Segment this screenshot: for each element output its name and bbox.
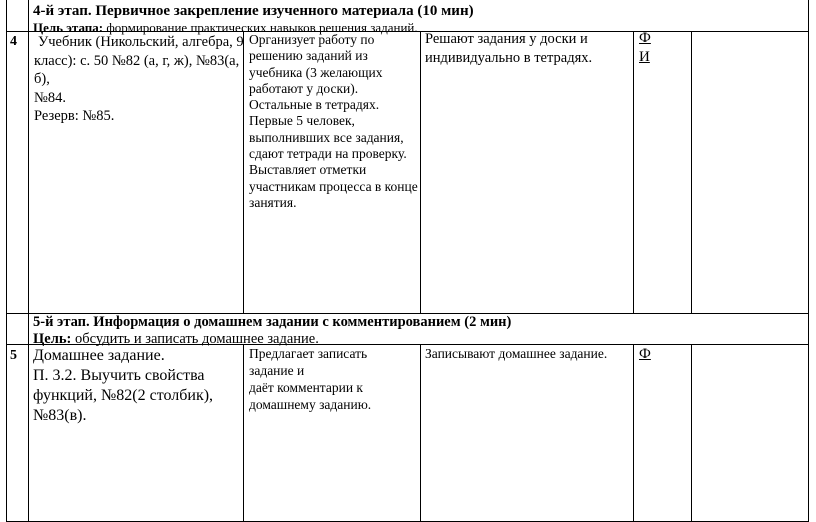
stage4-title: 4-й этап. Первичное закрепление изученного материала (10 мин): [33, 3, 474, 19]
form-line: И: [639, 49, 650, 65]
content-line: Резерв: №85.: [34, 108, 115, 124]
column-divider: [28, 0, 29, 522]
column-divider: [691, 344, 692, 522]
teacher-line: Остальные в тетрадях.: [249, 97, 380, 113]
column-divider: [243, 344, 244, 522]
stage4-goal-label: Цель этапа:: [33, 20, 104, 35]
content-line: №83(в).: [33, 407, 87, 424]
stage4-teacher-activity: [249, 32, 419, 211]
form-line: Ф: [639, 346, 651, 362]
teacher-line: Предлагает записать: [249, 346, 368, 361]
table-border-left: [6, 0, 7, 522]
form-line: Ф: [639, 30, 651, 46]
student-line: Записывают домашнее задание.: [425, 346, 608, 361]
stage4-number: 4: [10, 34, 17, 49]
teacher-line: даёт комментарии к: [249, 380, 363, 395]
teacher-line: участникам процесса в конце: [249, 178, 418, 194]
stage4-work-form: [639, 29, 651, 67]
column-divider: [633, 31, 634, 313]
stage4-goal-text: формирование практических навыков решения заданий.: [103, 20, 418, 35]
column-divider: [420, 344, 421, 522]
teacher-line: Выставляет отметки: [249, 162, 367, 178]
column-divider: [691, 31, 692, 313]
student-line: Решают задания у доски и: [425, 31, 588, 47]
content-line: класс): с. 50 №82 (а, г, ж), №83(а, б),: [34, 52, 240, 87]
stage5-teacher-activity: [249, 345, 419, 413]
stage5-header: [33, 314, 803, 349]
teacher-line: учебника (3 желающих: [249, 64, 383, 80]
content-line: Учебник (Никольский, алгебра, 9: [38, 34, 244, 50]
stage5-work-form: [639, 345, 651, 364]
content-line: П. 3.2. Выучить свойства: [33, 367, 205, 384]
stage4-content: [34, 33, 244, 126]
column-divider: [633, 344, 634, 522]
teacher-line: выполнивших все задания,: [249, 129, 404, 145]
stage5-number: 5: [10, 348, 17, 363]
stage5-content: [33, 346, 243, 426]
teacher-line: сдают тетради на проверку.: [249, 146, 407, 162]
column-divider: [420, 31, 421, 313]
stage5-goal-label: Цель:: [33, 331, 72, 348]
student-line: индивидуально в тетрадях.: [425, 49, 593, 66]
teacher-line: домашнему заданию.: [249, 397, 372, 412]
table-border-right: [808, 0, 809, 522]
stage4-student-activity: [425, 30, 630, 67]
content-line: функций, №82(2 столбик),: [33, 387, 214, 404]
teacher-line: решению заданий из: [249, 48, 368, 64]
teacher-line: занятия.: [249, 194, 297, 210]
teacher-line: Первые 5 человек,: [249, 113, 355, 129]
stage4-header: [33, 2, 803, 36]
stage5-goal-text: обсудить и записать домашнее задание.: [71, 331, 319, 348]
teacher-line: задание и: [249, 363, 305, 378]
teacher-line: Организует работу по: [249, 32, 375, 47]
stage5-title: 5-й этап. Информация о домашнем задании с комментированием (2 мин): [33, 314, 512, 330]
content-line: Домашнее задание.: [33, 347, 165, 364]
stage5-student-activity: [425, 346, 630, 362]
content-line: №84.: [34, 89, 66, 106]
teacher-line: работают у доски).: [249, 80, 359, 96]
